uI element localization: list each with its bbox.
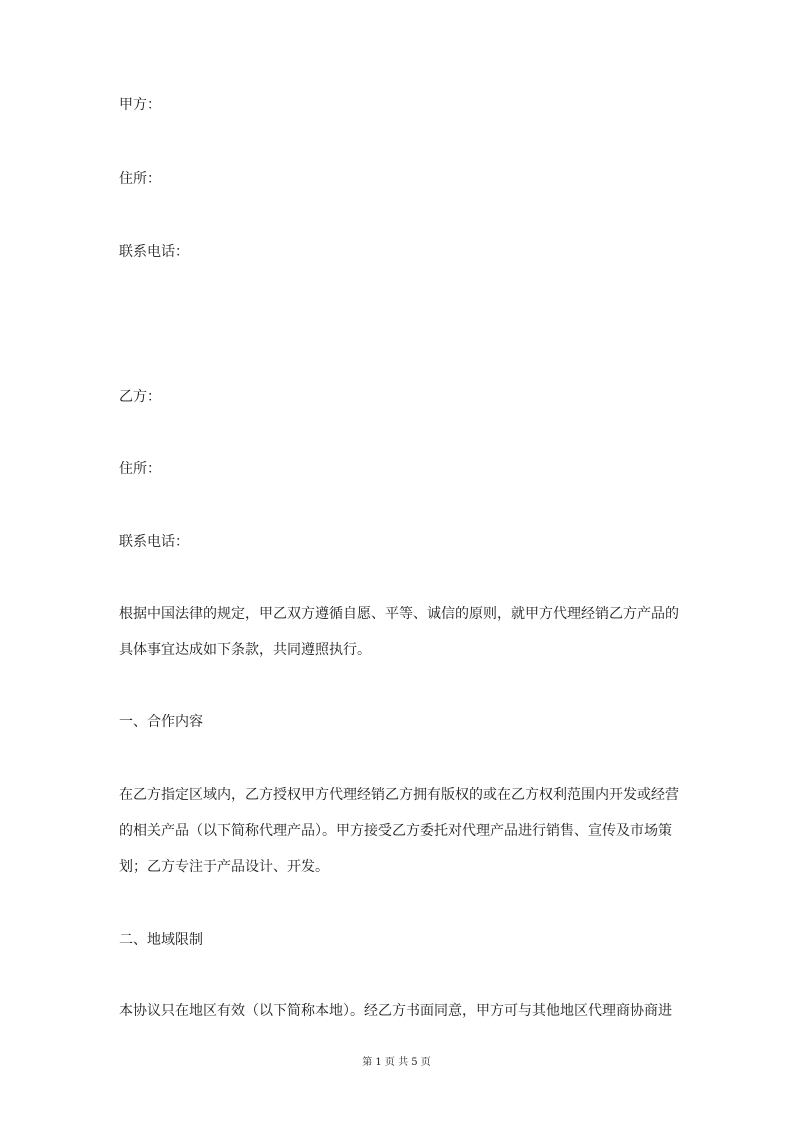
preamble-line: 具体事宜达成如下条款，共同遵照执行。	[119, 642, 371, 658]
section-1-line: 划；乙方专注于产品设计、开发。	[119, 859, 329, 875]
section-2-line: 本协议只在地区有效（以下简称本地）。经乙方书面同意，甲方可与其他地区代理商协商进	[119, 1003, 672, 1019]
preamble-line: 根据中国法律的规定，甲乙双方遵循自愿、平等、诚信的原则，就甲方代理经销乙方产品的	[119, 606, 679, 622]
party-b-phone-label: 联系电话：	[119, 534, 189, 550]
party-b-label: 乙方：	[119, 389, 161, 405]
page-footer	[0, 1053, 793, 1068]
section-1-line: 的相关产品（以下简称代理产品）。甲方接受乙方委托对代理产品进行销售、宣传及市场策	[119, 823, 672, 839]
page-number: 第 1 页 共 5 页	[362, 1057, 431, 1068]
section-1-line: 在乙方指定区域内，乙方授权甲方代理经销乙方拥有版权的或在乙方权利范围内开发或经营	[119, 787, 679, 803]
party-b-address-label: 住所：	[119, 461, 161, 477]
party-a-label: 甲方：	[119, 97, 161, 113]
section-1-heading: 一、合作内容	[119, 714, 203, 730]
party-a-phone-label: 联系电话：	[119, 244, 189, 260]
party-a-address-label: 住所：	[119, 171, 161, 187]
section-2-heading: 二、地域限制	[119, 932, 203, 948]
